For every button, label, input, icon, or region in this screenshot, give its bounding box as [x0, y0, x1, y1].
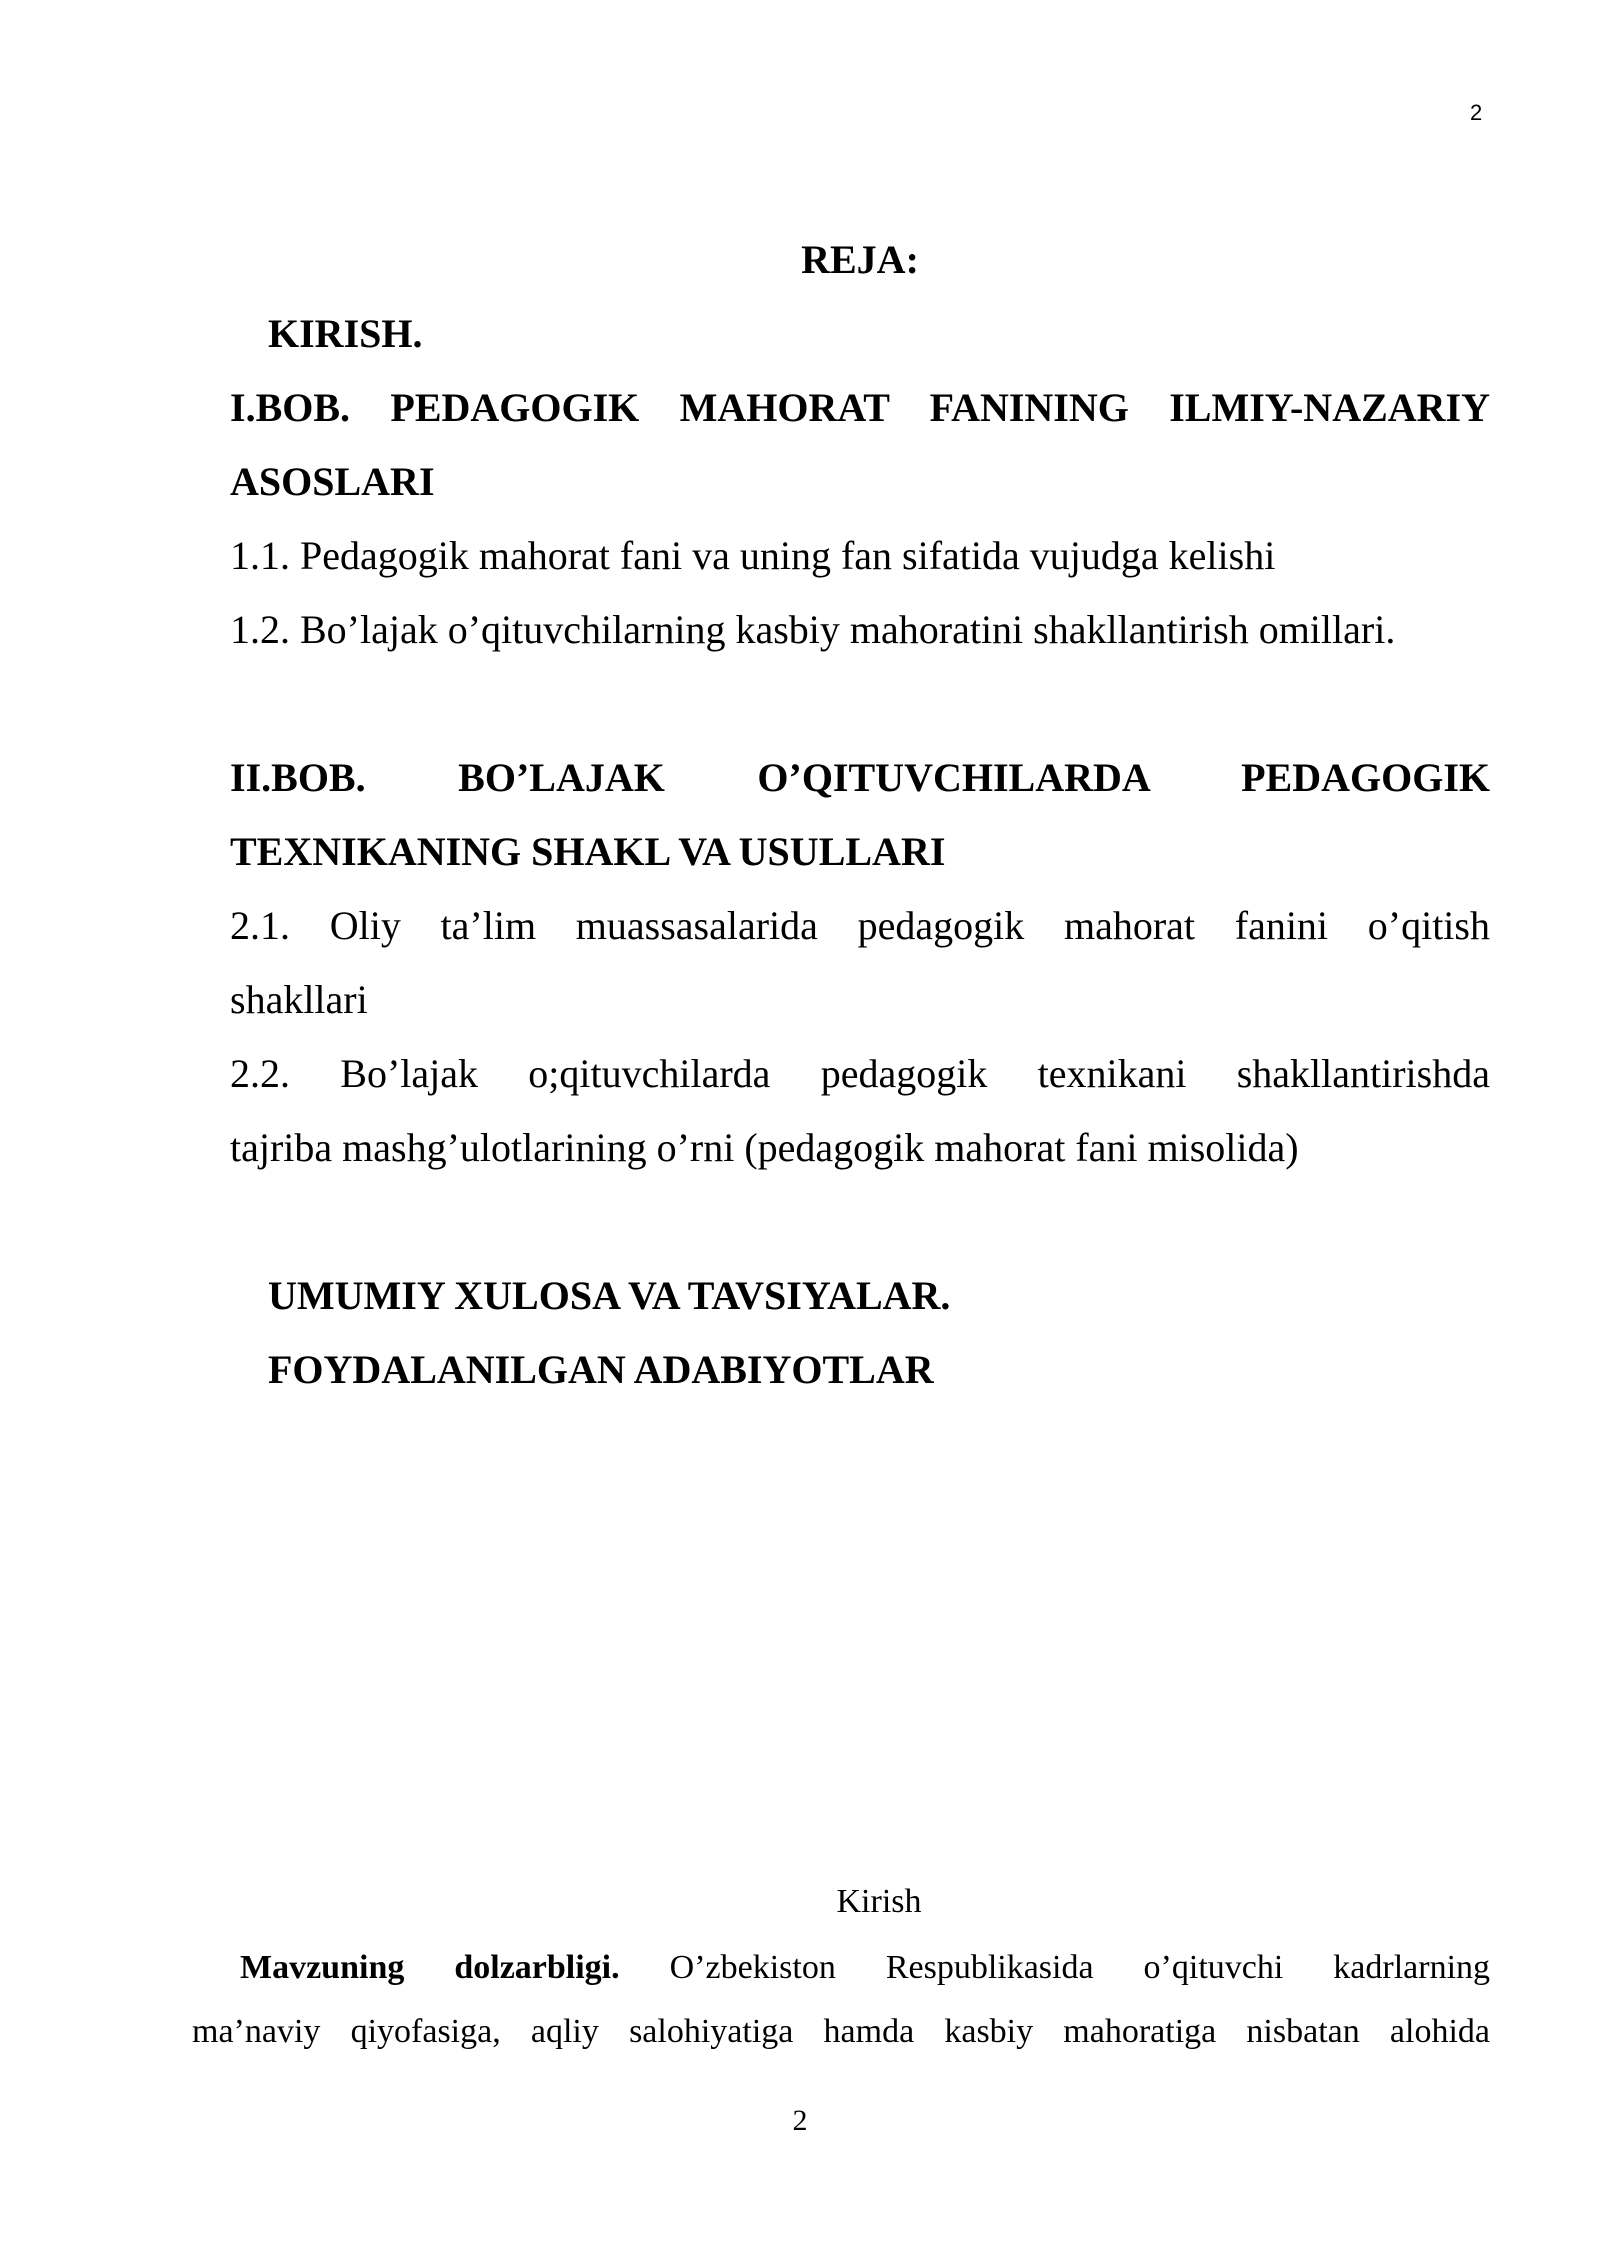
toc-section-2-1-line1: 2.1. Oliy ta’lim muassasalarida pedagogik mahorat fanini o’qitish [230, 903, 1490, 948]
introduction-paragraph-line1 [192, 1950, 1490, 1986]
plan-title: REJA: [801, 237, 919, 282]
toc-chapter1-title-line1: I.BOB. PEDAGOGIK MAHORAT FANINING ILMIY-NAZARIY [230, 385, 1490, 430]
toc-chapter2-title-line1: II.BOB. BO’LAJAK O’QITUVCHILARDA PEDAGOGIK [230, 755, 1490, 800]
toc-references: FOYDALANILGAN ADABIYOTLAR [268, 1347, 934, 1392]
header-page-number: 2 [1470, 100, 1483, 125]
introduction-heading: Kirish [836, 1883, 922, 1920]
toc-section-2-2-line1: 2.2. Bo’lajak o;qituvchilarda pedagogik texnikani shakllantirishda [230, 1051, 1490, 1096]
toc-section-1-1: 1.1. Pedagogik mahorat fani va uning fan sifatida vujudga kelishi [230, 533, 1276, 578]
footer-page-number: 2 [792, 2104, 808, 2137]
toc-section-2-1-line2: shakllari [230, 977, 368, 1022]
toc-intro: KIRISH. [268, 311, 423, 356]
toc-chapter1-title-line2: ASOSLARI [230, 459, 435, 504]
toc-section-2-2-line2: tajriba mashg’ulotlarining o’rni (pedagogik mahorat fani misolida) [230, 1125, 1299, 1170]
introduction-paragraph-line2: ma’naviy qiyofasiga, aqliy salohiyatiga hamda kasbiy mahoratiga nisbatan alohida [192, 2013, 1490, 2050]
toc-chapter2-title-line2: TEXNIKANING SHAKL VA USULLARI [230, 829, 946, 874]
toc-conclusion: UMUMIY XULOSA VA TAVSIYALAR. [268, 1273, 951, 1318]
toc-section-1-2: 1.2. Bo’lajak o’qituvchilarning kasbiy mahoratini shakllantirish omillari. [230, 607, 1396, 652]
introduction-lead: Mavzuning dolzarbligi. [240, 1949, 620, 1986]
introduction-line1-text: O’zbekiston Respublikasida o’qituvchi kadrlarning [669, 1949, 1491, 1986]
